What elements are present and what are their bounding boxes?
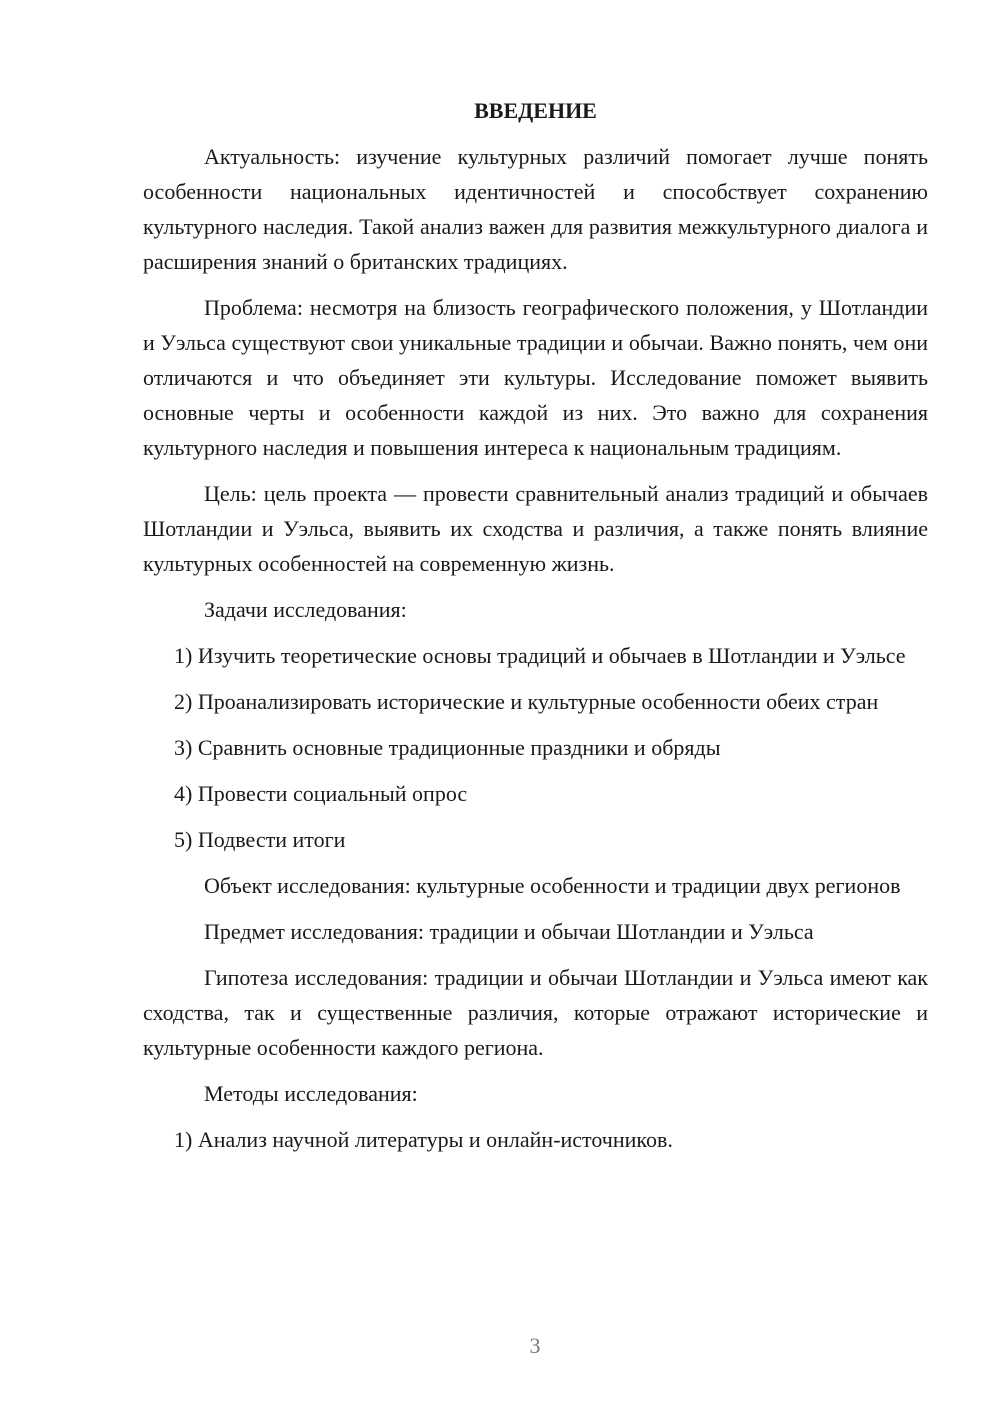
subject-paragraph: Предмет исследования: традиции и обычаи Шотландии и Уэльса — [204, 919, 814, 944]
hypothesis-paragraph: Гипотеза исследования: традиции и обычаи Шотландии и Уэльса имеют как сходства, так и существенные различия, которые отражают исторические и культурные особенности каждого региона. — [143, 965, 928, 1060]
task-item: 3) Сравнить основные традиционные праздники и обряды — [174, 735, 721, 760]
object-paragraph: Объект исследования: культурные особенности и традиции двух регионов — [204, 873, 901, 898]
tasks-heading: Задачи исследования: — [204, 597, 407, 622]
task-item: 1) Изучить теоретические основы традиций и обычаев в Шотландии и Уэльсе — [174, 643, 906, 668]
page-number: 3 — [529, 1333, 541, 1358]
task-item: 5) Подвести итоги — [174, 827, 346, 852]
page-title: ВВЕДЕНИЕ — [474, 98, 597, 123]
method-item: 1) Анализ научной литературы и онлайн-источников. — [174, 1127, 673, 1152]
task-item: 4) Провести социальный опрос — [174, 781, 468, 806]
problem-paragraph: Проблема: несмотря на близость географического положения, у Шотландии и Уэльса существуют свои уникальные традиции и обычаи. Важно понять, чем они отличаются и что объединяет эти культуры. Исследование поможет выявить основные черты и особенности каждой из них. Это важно для сохранения культурного наследия и повышения интереса к национальным традициям. — [143, 295, 928, 460]
goal-paragraph: Цель: цель проекта — провести сравнительный анализ традиций и обычаев Шотландии и Уэльса, выявить их сходства и различия, а также понять влияние культурных особенностей на современную жизнь. — [143, 481, 928, 576]
document-page — [143, 95, 928, 1168]
task-item: 2) Проанализировать исторические и культурные особенности обеих стран — [174, 689, 879, 714]
methods-heading: Методы исследования: — [204, 1081, 418, 1106]
relevance-paragraph: Актуальность: изучение культурных различий помогает лучше понять особенности национальных идентичностей и способствует сохранению культурного наследия. Такой анализ важен для развития межкультурного диалога и расширения знаний о британских традициях. — [143, 144, 928, 274]
